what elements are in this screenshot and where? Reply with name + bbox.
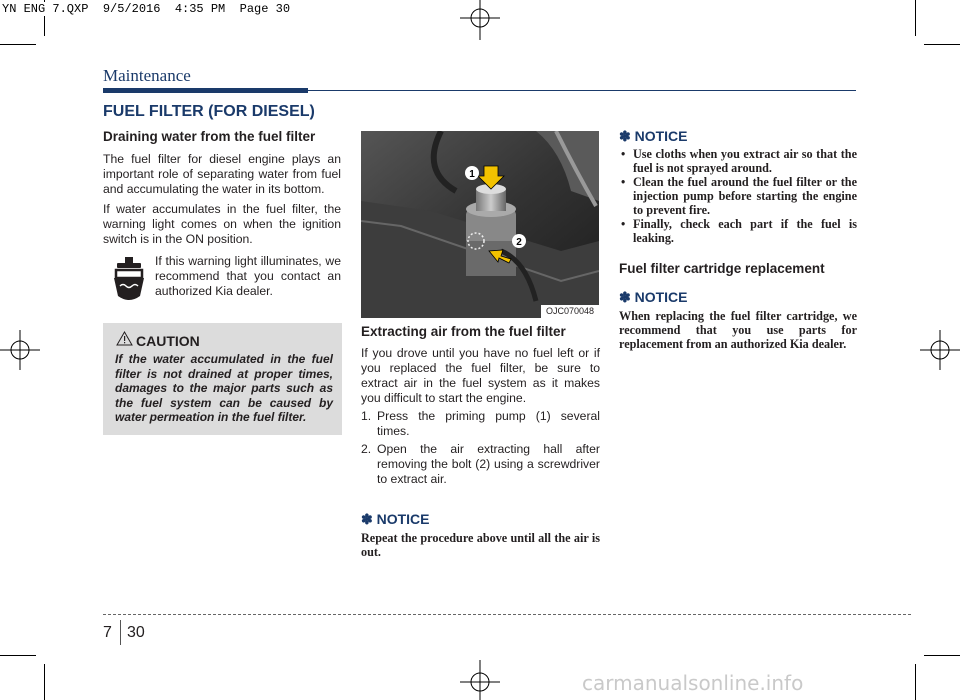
crop-mark — [0, 44, 36, 45]
paragraph: If you drove until you have no fuel left or if you replaced the fuel filter, be sure to extract air in the fuel system as it makes you difficult to start the engine. — [361, 346, 600, 405]
subheading-cartridge-replacement: Fuel filter cartridge replacement — [619, 261, 825, 276]
watermark: carmanualsonline.info — [582, 671, 804, 695]
caution-text: If the water accumulated in the fuel filter is not drained at proper times, damages to the major parts such as the fuel system can be caused by water permeation in the fuel filter. — [115, 352, 333, 424]
list-item: • Clean the fuel around the fuel filter or the injection pump before starting the engine to prevent fire. — [619, 175, 857, 217]
image-code: OJC070048 — [541, 305, 599, 318]
registration-mark-right — [920, 325, 960, 375]
column-3 — [619, 128, 857, 351]
page-number: 30 — [127, 624, 145, 641]
list-item: • Finally, check each part if the fuel is leaking. — [619, 217, 857, 245]
list-item: • Use cloths when you extract air so that the fuel is not sprayed around. — [619, 147, 857, 175]
paragraph: If water accumulates in the fuel filter, the warning light comes on when the ignition switch is in the ON position. — [103, 202, 341, 246]
paragraph: The fuel filter for diesel engine plays an important role of separating water from fuel and accumulating the water in its bottom. — [103, 152, 341, 196]
chapter-number: 7 — [103, 624, 112, 641]
list-item: 2. Open the air extracting hall after removing the bolt (2) using a screwdriver to extract air. — [361, 442, 600, 486]
notice-list — [619, 147, 857, 245]
crop-mark — [924, 44, 960, 45]
column-2 — [361, 324, 600, 559]
notice-text: Repeat the procedure above until all the air is out. — [361, 531, 600, 559]
registration-mark-bottom — [455, 660, 505, 700]
column-1 — [103, 129, 341, 247]
notice-title: ✽ NOTICE — [619, 128, 688, 144]
paragraph-warning: If this warning light illuminates, we recommend that you contact an authorized Kia dealer. — [155, 254, 341, 298]
crop-mark — [915, 664, 916, 700]
notice-text: When replacing the fuel filter cartridge, we recommend that you use parts for replacement from an authorized Kia dealer. — [619, 309, 857, 351]
callout-1: 1 — [469, 169, 475, 180]
notice-title: ✽ NOTICE — [361, 511, 430, 527]
running-header: Maintenance — [103, 66, 191, 85]
header-rule-thin — [308, 90, 856, 91]
header-rule-thick — [103, 88, 308, 93]
list-item: 1. Press the priming pump (1) several times. — [361, 409, 600, 438]
footer-rule — [103, 614, 911, 615]
subheading-extracting-air: Extracting air from the fuel filter — [361, 324, 566, 339]
warning-triangle-icon — [116, 331, 133, 346]
steps-list — [361, 409, 600, 487]
registration-mark-left — [0, 325, 40, 375]
crop-mark — [44, 664, 45, 700]
crop-mark — [915, 0, 916, 36]
crop-mark — [924, 655, 960, 656]
water-in-fuel-warning-icon — [112, 256, 146, 306]
caution-title: CAUTION — [136, 333, 200, 349]
subheading-draining: Draining water from the fuel filter — [103, 129, 316, 144]
registration-mark-top — [455, 0, 505, 40]
crop-mark — [0, 655, 36, 656]
print-slug: YN ENG 7.QXP 9/5/2016 4:35 PM Page 30 — [2, 2, 291, 16]
callout-2: 2 — [516, 237, 522, 248]
footer-separator — [120, 620, 121, 645]
notice-title: ✽ NOTICE — [619, 289, 688, 305]
section-title: FUEL FILTER (FOR DIESEL) — [103, 103, 315, 120]
fuel-filter-photo — [361, 131, 599, 318]
